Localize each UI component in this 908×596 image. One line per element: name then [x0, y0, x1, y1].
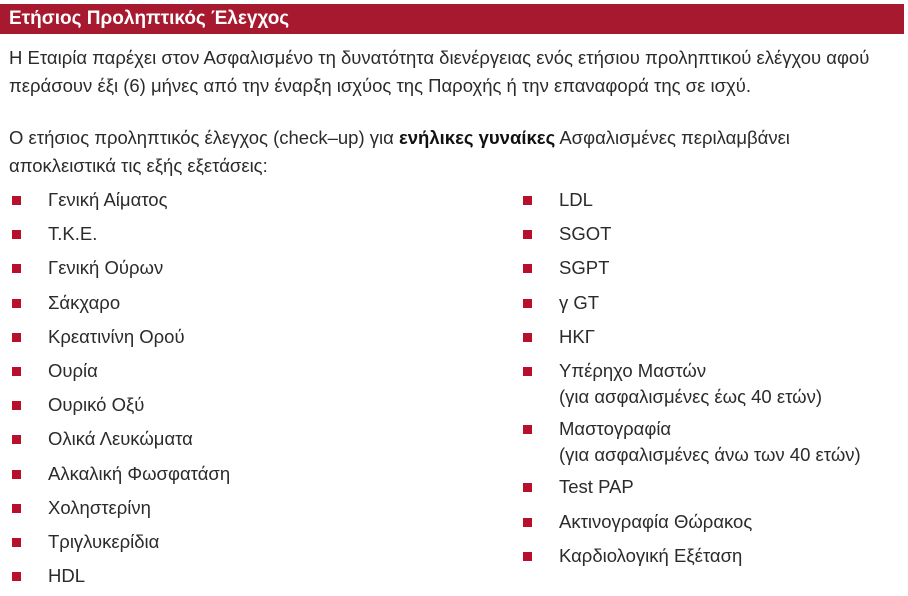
- list-item: [12, 458, 492, 489]
- list-item: [12, 287, 492, 318]
- test-label: Καρδιολογική Εξέταση: [559, 544, 743, 566]
- square-bullet-icon: [12, 299, 21, 308]
- test-label: Γενική Ούρων: [48, 257, 164, 279]
- list-item: [523, 321, 903, 352]
- scope-text-after: Ασφαλισμένες περιλαμβάνει αποκλειστικά τις εξής εξετάσεις:: [9, 127, 790, 176]
- test-label: Τ.Κ.Ε.: [48, 223, 98, 245]
- square-bullet-icon: [523, 552, 532, 561]
- test-label: Μαστογραφία: [559, 418, 672, 440]
- square-bullet-icon: [12, 572, 21, 581]
- list-item: [12, 423, 492, 454]
- test-label: Κρεατινίνη Ορού: [48, 325, 185, 347]
- test-label: Test PAP: [559, 476, 634, 498]
- square-bullet-icon: [12, 470, 21, 479]
- test-label: Χοληστερίνη: [48, 496, 151, 518]
- square-bullet-icon: [12, 230, 21, 239]
- list-item: [12, 560, 492, 591]
- square-bullet-icon: [523, 518, 532, 527]
- list-item: [523, 506, 903, 537]
- test-label: Υπέρηχο Μαστών: [559, 359, 707, 381]
- list-item: [523, 218, 903, 249]
- test-label: HDL: [48, 565, 86, 587]
- square-bullet-icon: [12, 196, 21, 205]
- tests-list-right: [523, 184, 903, 574]
- list-item: [12, 252, 492, 283]
- intro-paragraph: Η Εταιρία παρέχει στον Ασφαλισμένο τη δυνατότητα διενέργειας ενός ετήσιου προληπτικού ελέγχου αφού περάσουν έξι (6) μήνες από την έναρξη ισχύος της Παροχής ή την επαναφορά της σε ισχύ.: [9, 47, 870, 96]
- test-label: Σάκχαρο: [48, 291, 121, 313]
- test-label: SGOT: [559, 223, 612, 245]
- list-item: [12, 184, 492, 215]
- section-title: Ετήσιος Προληπτικός Έλεγχος: [0, 4, 904, 34]
- square-bullet-icon: [12, 333, 21, 342]
- test-label: SGPT: [559, 257, 610, 279]
- list-item: [523, 471, 903, 502]
- test-note: (για ασφαλισμένες άνω των 40 ετών): [559, 444, 861, 466]
- test-label: Ουρία: [48, 359, 98, 381]
- test-label: Γενική Αίματος: [48, 189, 168, 210]
- square-bullet-icon: [523, 264, 532, 273]
- square-bullet-icon: [523, 425, 532, 434]
- list-item: [523, 355, 903, 410]
- test-label: LDL: [559, 189, 593, 210]
- list-item: [12, 526, 492, 557]
- list-item: [12, 321, 492, 352]
- list-item: [523, 287, 903, 318]
- square-bullet-icon: [12, 367, 21, 376]
- list-item: [12, 218, 492, 249]
- scope-paragraph: [9, 124, 899, 180]
- square-bullet-icon: [523, 483, 532, 492]
- test-label: Ακτινογραφία Θώρακος: [559, 510, 753, 532]
- square-bullet-icon: [523, 367, 532, 376]
- test-note: (για ασφαλισμένες έως 40 ετών): [559, 385, 823, 407]
- test-label: Ουρικό Οξύ: [48, 394, 145, 416]
- square-bullet-icon: [12, 538, 21, 547]
- list-item: [523, 540, 903, 571]
- test-label: Τριγλυκερίδια: [48, 530, 160, 552]
- list-item: [523, 413, 903, 468]
- scope-text-before: Ο ετήσιος προληπτικός έλεγχος (check–up) για: [9, 127, 399, 148]
- list-item: [12, 389, 492, 420]
- test-label: Ολικά Λευκώματα: [48, 428, 193, 450]
- square-bullet-icon: [12, 401, 21, 410]
- square-bullet-icon: [523, 333, 532, 342]
- square-bullet-icon: [12, 264, 21, 273]
- list-item: [523, 252, 903, 283]
- scope-bold-text: ενήλικες γυναίκες: [398, 127, 556, 148]
- square-bullet-icon: [12, 504, 21, 513]
- square-bullet-icon: [523, 196, 532, 205]
- test-label: γ GT: [559, 291, 600, 313]
- tests-list-left: [12, 184, 492, 594]
- list-item: [12, 492, 492, 523]
- list-item: [523, 184, 903, 215]
- square-bullet-icon: [12, 435, 21, 444]
- square-bullet-icon: [523, 230, 532, 239]
- test-label: ΗΚΓ: [559, 325, 595, 347]
- square-bullet-icon: [523, 299, 532, 308]
- list-item: [12, 355, 492, 386]
- test-label: Αλκαλική Φωσφατάση: [48, 462, 231, 484]
